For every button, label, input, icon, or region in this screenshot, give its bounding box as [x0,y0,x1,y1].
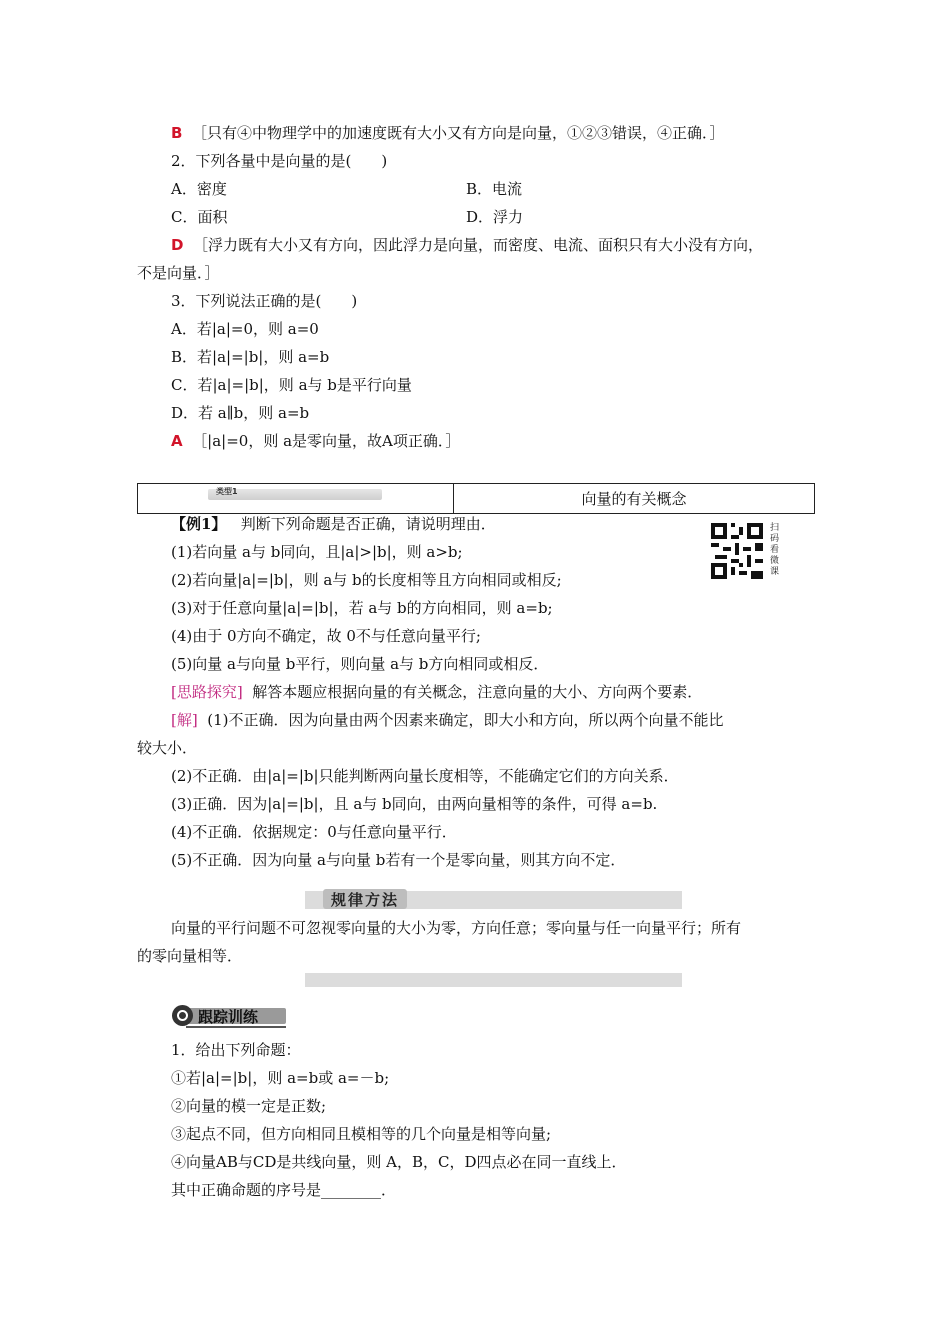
q2-opt-d: D．浮力 [466,208,524,226]
follow-badge [172,1005,288,1026]
q2-stem: 2．下列各量中是向量的是( ) [171,152,388,170]
q3-opt-d: D．若 a∥b，则 a=b [171,404,310,422]
q3-opt-a: A．若|a|=0，则 a=0 [171,320,319,338]
q2-opt-b: B．电流 [466,180,523,198]
follow-label: 跟踪训练 [198,1008,259,1026]
solution-line-4: (4)不正确．依据规定：0与任意向量平行． [171,823,457,841]
q2-opt-c: C．面积 [171,208,228,226]
target-icon [172,1005,193,1026]
solution-line-1: [解] (1)不正确．因为向量由两个因素来确定，即大小和方向，所以两个向量不能比 [171,711,724,729]
method-text-1: 向量的平行问题不可忽视零向量的大小为零，方向任意；零向量与任一向量平行；所有 [171,919,742,937]
method-end-bar [305,973,682,987]
follow-question: 其中正确命题的序号是________． [171,1181,397,1199]
method-banner [305,891,682,909]
q1-answer: B ［只有④中物理学中的加速度既有大小又有方向是向量，①②③错误，④正确．］ [171,124,725,142]
solution-line-3: (3)正确．因为|a|=|b|，且 a与 b同向，由两向量相等的条件，可得 a=b. [171,795,658,813]
method-label: 规律方法 [323,889,407,909]
example-item: (1)若向量 a与 b同向，且|a|>|b|，则 a>b; [171,543,463,561]
follow-stem: 1．给出下列命题： [171,1041,301,1059]
q2-answer: D ［浮力既有大小又有方向，因此浮力是向量，而密度、电流、面积只有大小没有方向， [171,236,764,254]
example-item: (2)若向量|a|=|b|，则 a与 b的长度相等且方向相同或相反; [171,571,562,589]
follow-item: ④向量AB与CD是共线向量，则 A，B，C，D四点必在同一直线上． [171,1153,627,1171]
q2-answer-cont: 不是向量．］ [137,264,220,282]
q3-opt-c: C．若|a|=|b|，则 a与 b是平行向量 [171,376,412,394]
qr-code-icon[interactable] [711,523,763,579]
example-item: (4)由于 0方向不确定，故 0不与任意向量平行; [171,627,481,645]
q2-opt-a: A．密度 [171,180,227,198]
q3-answer: A ［|a|=0，则 a是零向量，故A项正确．］ [171,432,461,450]
idea-line: [思路探究] 解答本题应根据向量的有关概念，注意向量的大小、方向两个要素． [171,683,703,701]
method-text-2: 的零向量相等． [137,947,243,965]
section-title: 向量的有关概念 [581,490,687,508]
section-header [137,483,815,514]
example-item: (5)向量 a与向量 b平行，则向量 a与 b方向相同或相反． [171,655,549,673]
q3-stem: 3．下列说法正确的是( ) [171,292,358,310]
example-heading: 【例1】 判断下列命题是否正确，请说明理由． [171,515,496,533]
qr-label: 扫码看微课 [770,523,780,577]
solution-line-1b: 较大小． [137,739,198,757]
follow-item: ②向量的模一定是正数; [171,1097,327,1115]
section-tag: 类型1 [216,487,238,496]
follow-item: ③起点不同，但方向相同且模相等的几个向量是相等向量; [171,1125,552,1143]
follow-item: ①若|a|=|b|，则 a=b或 a=－b; [171,1069,390,1087]
solution-line-5: (5)不正确．因为向量 a与向量 b若有一个是零向量，则其方向不定． [171,851,626,869]
solution-line-2: (2)不正确．由|a|=|b|只能判断两向量长度相等，不能确定它们的方向关系． [171,767,679,785]
example-item: (3)对于任意向量|a|=|b|，若 a与 b的方向相同，则 a=b; [171,599,553,617]
q3-opt-b: B．若|a|=|b|，则 a=b [171,348,330,366]
